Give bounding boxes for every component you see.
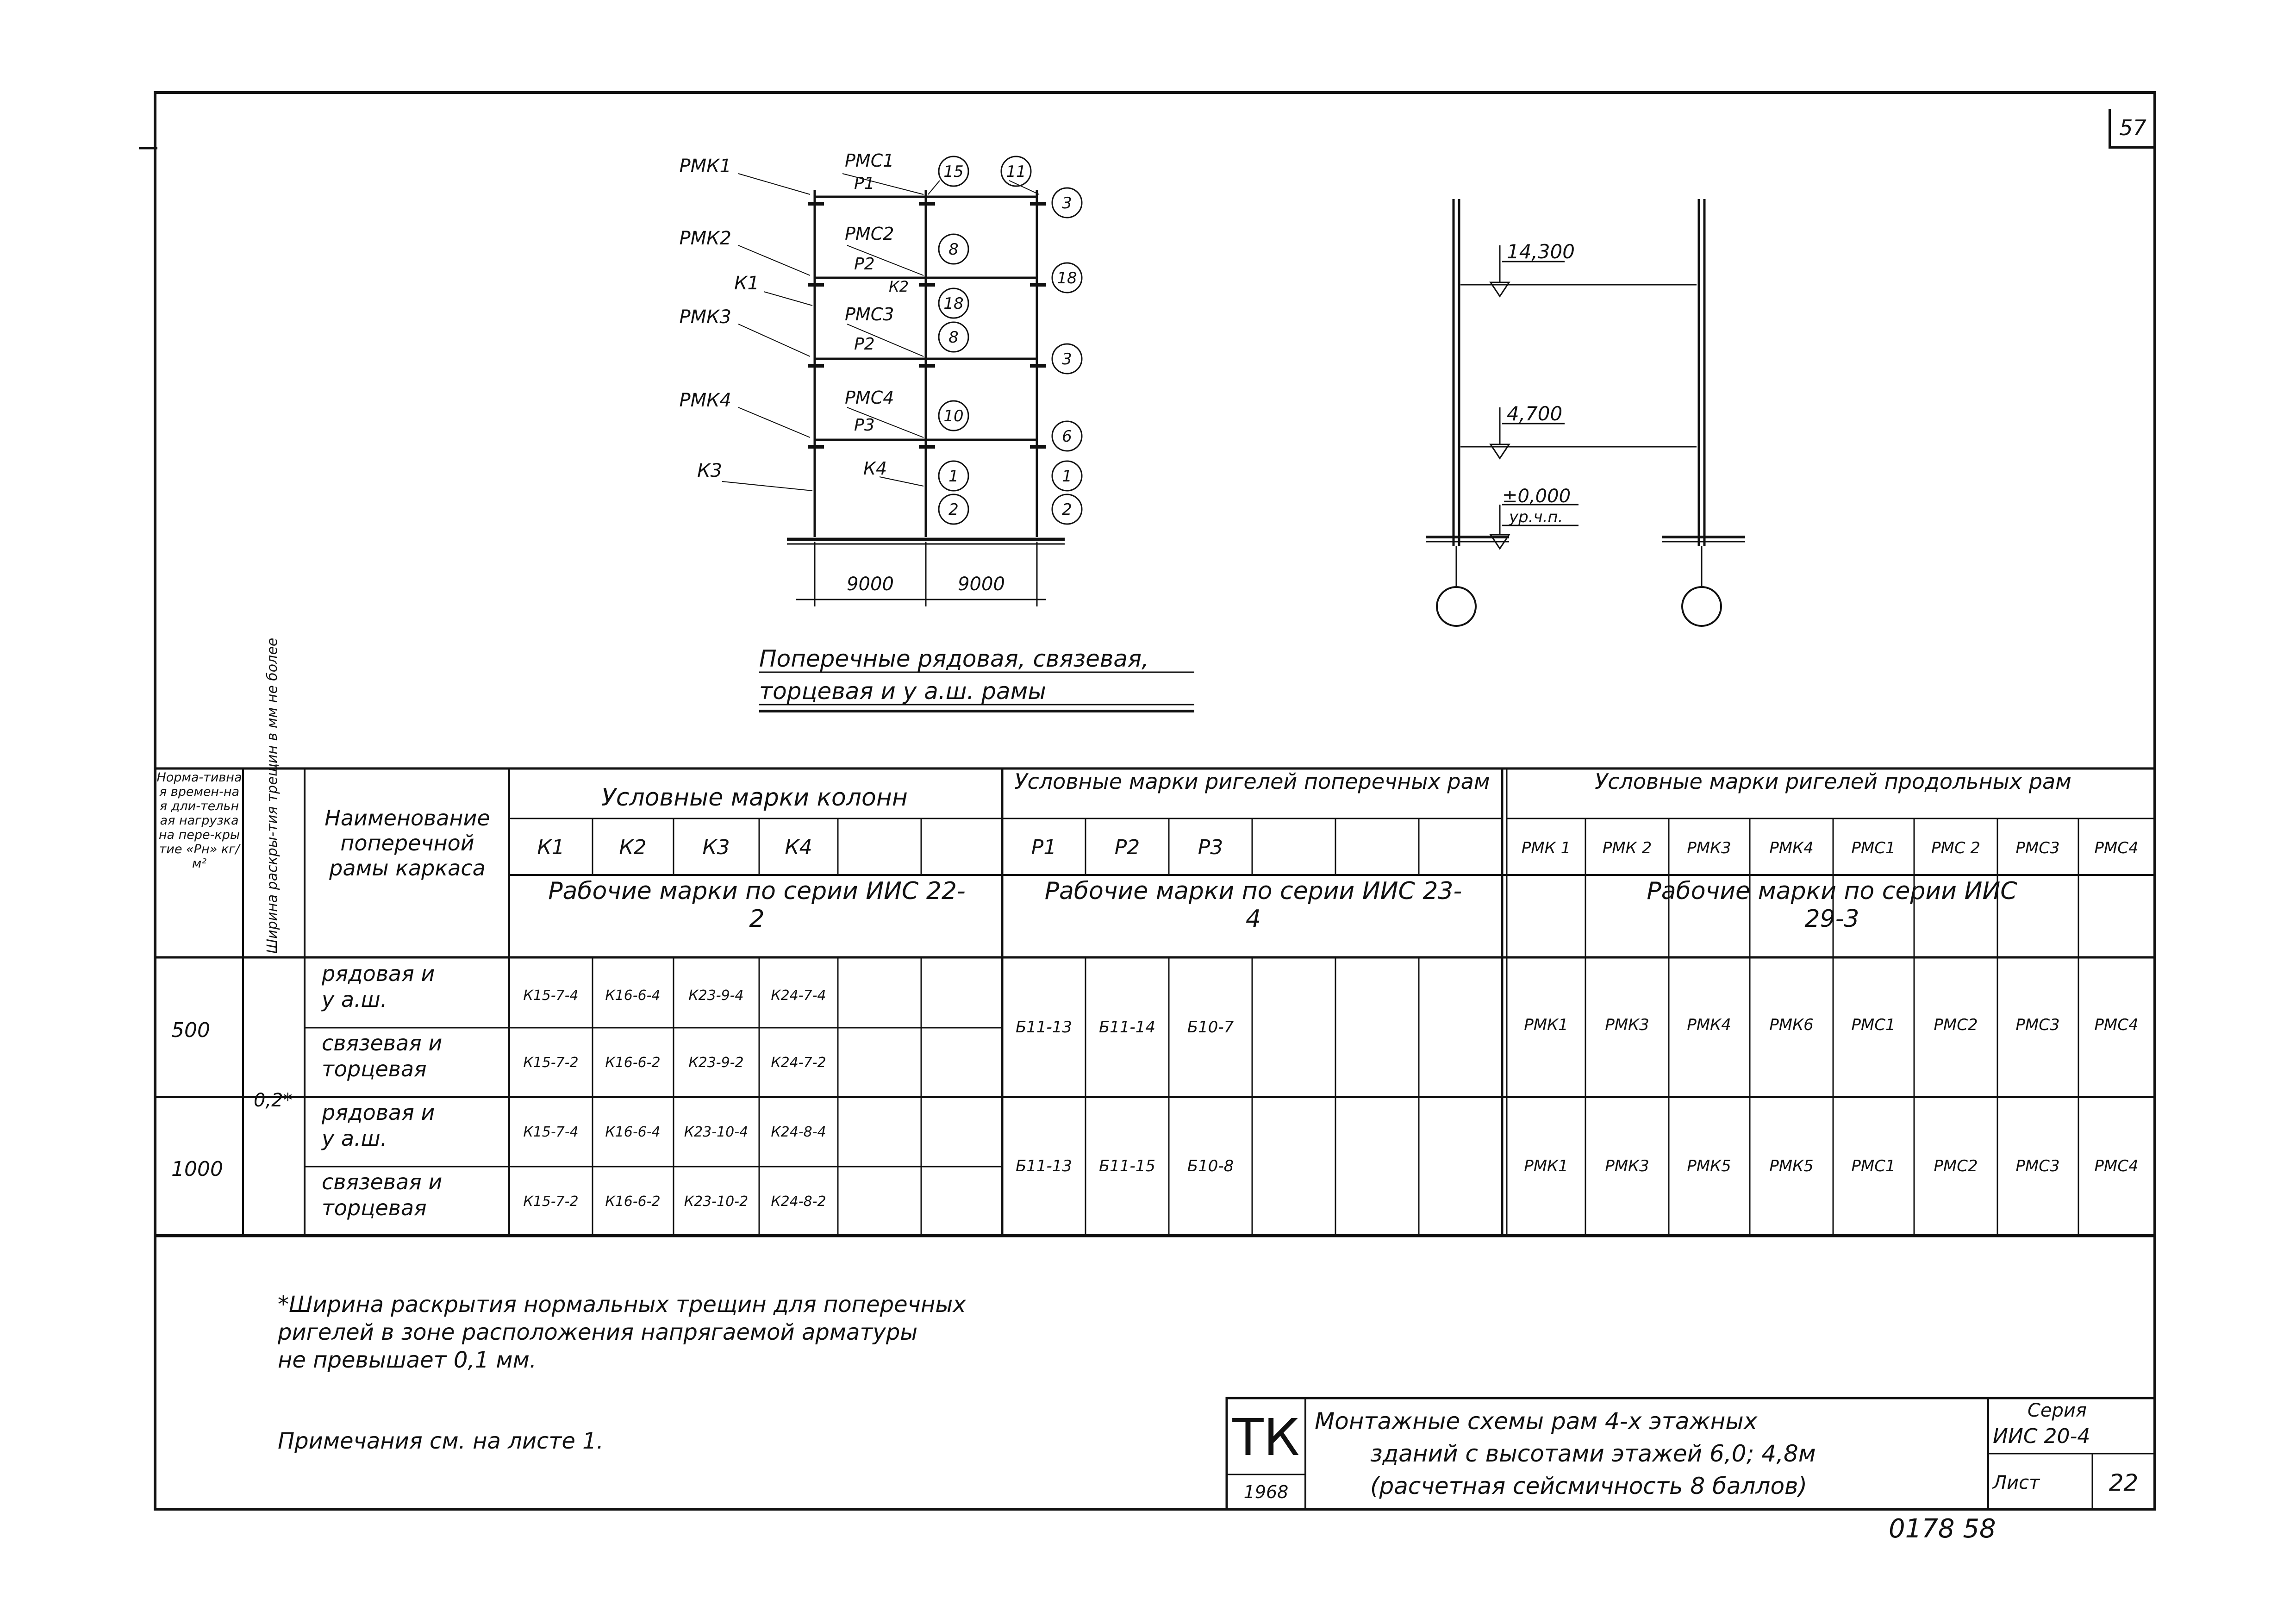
col-cell: К16-6-4 [605,987,661,1004]
header-frame-name: Наименование поперечной рамы каркаса [324,806,490,881]
col-cell: К23-10-2 [684,1193,749,1210]
cross-cell: Б11-14 [1098,1018,1156,1037]
long-mark-1: РМК 1 [1521,839,1571,857]
circle-right-1: 11 [1006,162,1026,181]
long-cell: РМК3 [1605,1016,1649,1034]
crack-value: 0,2* [254,1090,293,1111]
circle-mid-7: 2 [948,500,959,519]
circle-mid-1: 15 [943,162,964,181]
cross-cell: Б11-15 [1098,1157,1156,1175]
col-mark-k3: К3 [702,836,730,859]
cross-cell: Б10-7 [1187,1018,1234,1037]
title-line2: зданий с высотами этажей 6,0; 4,8м [1370,1440,1816,1467]
label-rms3: РМС3 [845,304,894,325]
row-name-500-ordinary: рядовая и у а.ш. [322,961,435,1012]
remarks-note: Примечания см. на листе 1. [278,1428,604,1454]
load-500: 500 [171,1018,210,1042]
long-cell: РМС3 [2015,1016,2060,1034]
cross-cell: Б10-8 [1187,1157,1234,1175]
sheet-value: 22 [2109,1469,2139,1496]
year: 1968 [1243,1482,1289,1502]
archive-mark: 0178 58 [1889,1514,1996,1544]
long-mark-4: РМК4 [1769,839,1814,857]
series-label: Серия [2028,1400,2087,1421]
label-rms2: РМС2 [845,224,894,244]
label-r2b: Р2 [854,335,875,354]
col-mark-k4: К4 [785,836,812,859]
col-cell: К15-7-4 [523,1124,579,1140]
long-cell: РМК5 [1769,1157,1814,1175]
col-cell: К24-8-2 [771,1193,826,1210]
circle-right-6: 1 [1062,467,1072,486]
caption-line2: торцевая и у а.ш. рамы [759,678,1046,705]
caption-line1: Поперечные рядовая, связевая, [759,645,1149,672]
col-cell: К16-6-2 [605,1193,661,1210]
long-cell: РМС1 [1851,1016,1896,1034]
sheet-number: 57 [2109,109,2155,149]
long-cell: РМС1 [1851,1157,1896,1175]
long-mark-3: РМК3 [1687,839,1731,857]
long-mark-2: РМК 2 [1602,839,1652,857]
header-crack-width: Ширина раскры-тия трещин в мм не более [264,637,281,954]
label-rmk2: РМК2 [679,228,731,249]
col-cell: К24-7-2 [771,1055,826,1071]
circle-mid-4: 8 [948,328,959,347]
group-cross-beams: Условные марки ригелей поперечных рам [1014,769,1490,794]
cross-cell: Б11-13 [1015,1018,1073,1037]
col-cell: К23-9-2 [688,1055,744,1071]
span-1: 9000 [847,574,894,595]
cross-mark-r1: Р1 [1031,836,1057,859]
circle-right-7: 2 [1062,500,1072,519]
working-cols: Рабочие марки по серии ИИС 22-2 [548,877,966,933]
col-cell: К15-7-4 [523,987,579,1004]
long-cell: РМК1 [1524,1016,1568,1034]
label-rms4: РМС4 [845,387,894,408]
row-name-1000-bracing: связевая и торцевая [322,1169,443,1220]
load-1000: 1000 [171,1157,223,1181]
long-mark-7: РМС3 [2015,839,2060,857]
cross-cell: Б11-13 [1015,1157,1073,1175]
org-code: ТК [1232,1408,1300,1467]
title-line1: Монтажные схемы рам 4-х этажных [1315,1408,1758,1435]
cross-mark-r2: Р2 [1114,836,1140,859]
long-cell: РМК4 [1687,1016,1731,1034]
row-name-500-bracing: связевая и торцевая [322,1031,443,1081]
circle-right-4: 3 [1062,350,1072,369]
footnote-line2: ригелей в зоне расположения напрягаемой арматуры [278,1319,918,1345]
circle-mid-2: 8 [948,240,959,259]
label-r1: Р1 [854,174,875,193]
working-cross: Рабочие марки по серии ИИС 23-4 [1044,877,1462,933]
long-cell: РМС4 [2094,1157,2139,1175]
row-name-1000-ordinary: рядовая и у а.ш. [322,1100,435,1151]
col-mark-k2: К2 [619,836,647,859]
header-norm-load: Норма-тивная времен-ная дли-тельная нагрузка на пере-крытие «Рн» кг/м² [156,770,242,871]
label-rms1: РМС1 [845,150,894,171]
long-mark-5: РМС1 [1851,839,1896,857]
label-k4: К4 [863,458,887,479]
long-cell: РМС2 [1934,1157,1978,1175]
circle-right-2: 3 [1062,194,1072,212]
long-mark-8: РМС4 [2094,839,2139,857]
circle-right-3: 18 [1057,269,1077,287]
span-2: 9000 [958,574,1005,595]
long-cell: РМК6 [1769,1016,1814,1034]
col-cell: К23-9-4 [688,987,744,1004]
circle-mid-5: 10 [943,407,964,425]
cross-mark-r3: Р3 [1198,836,1223,859]
series-value: ИИС 20-4 [1993,1424,2090,1448]
col-cell: К16-6-4 [605,1124,661,1140]
circle-mid-6: 1 [948,467,959,486]
label-k2: К2 [889,278,909,295]
long-cell: РМС4 [2094,1016,2139,1034]
col-mark-k1: К1 [537,836,565,859]
label-k3: К3 [697,460,722,481]
label-k1: К1 [734,273,759,294]
col-cell: К15-7-2 [523,1193,579,1210]
circle-right-5: 6 [1062,427,1072,446]
long-cell: РМК5 [1687,1157,1731,1175]
col-cell: К23-10-4 [684,1124,749,1140]
level-floor: ур.ч.п. [1509,508,1563,526]
working-long: Рабочие марки по серии ИИС 29-3 [1647,877,2017,933]
title-line3: (расчетная сейсмичность 8 баллов) [1370,1473,1808,1499]
label-rmk3: РМК3 [679,306,731,328]
level-4700: 4,700 [1507,402,1563,425]
col-cell: К24-8-4 [771,1124,826,1140]
long-cell: РМК1 [1524,1157,1568,1175]
footnote-line1: *Ширина раскрытия нормальных трещин для поперечных [278,1292,966,1318]
col-cell: К15-7-2 [523,1055,579,1071]
long-cell: РМС3 [2015,1157,2060,1175]
group-long-beams: Условные марки ригелей продольных рам [1595,769,2071,794]
label-rmk1: РМК1 [679,156,731,177]
level-14300: 14,300 [1507,240,1575,263]
level-0: ±0,000 [1502,486,1571,507]
label-rmk4: РМК4 [679,390,731,411]
long-cell: РМС2 [1934,1016,1978,1034]
long-cell: РМК3 [1605,1157,1649,1175]
circle-mid-3: 18 [943,294,964,313]
label-r3: Р3 [854,416,875,435]
col-cell: К16-6-2 [605,1055,661,1071]
group-columns: Условные марки колонн [601,784,908,812]
footnote-line3: не превышает 0,1 мм. [278,1347,537,1373]
long-mark-6: РМС 2 [1931,839,1981,857]
label-r2a: Р2 [854,255,875,274]
col-cell: К24-7-4 [771,987,826,1004]
sheet-label: Лист [1993,1472,2040,1493]
